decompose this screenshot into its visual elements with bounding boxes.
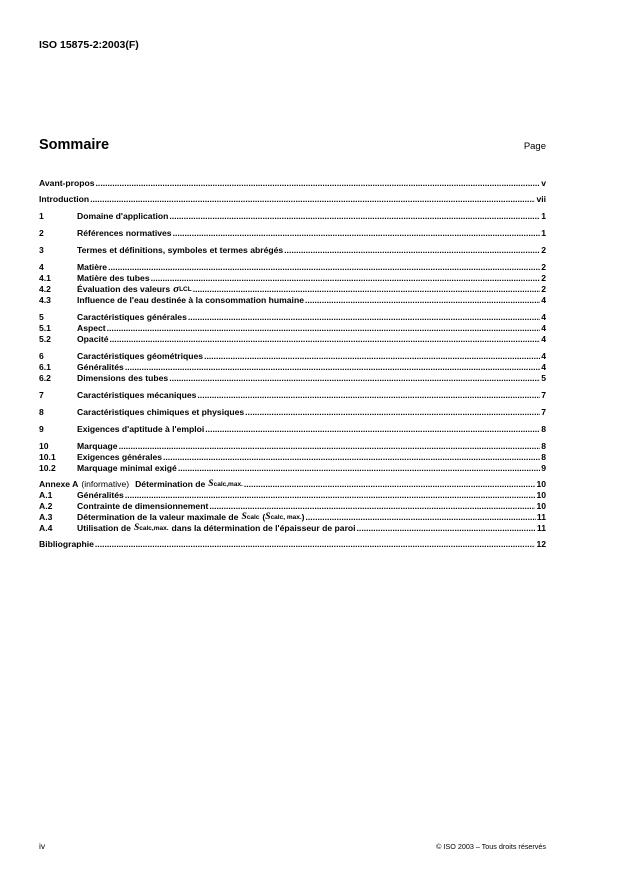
- toc-entry-number: 6: [39, 351, 44, 361]
- toc-entry[interactable]: [39, 245, 546, 256]
- leader-dots: [108, 262, 540, 273]
- toc-entry-number: 8: [39, 407, 44, 417]
- leader-dots: [95, 539, 536, 550]
- toc-entry-text: Termes et définitions, symboles et termes abrégés: [77, 245, 284, 255]
- toc-entry-page: 1: [541, 228, 546, 238]
- toc-entry-page: 1: [541, 211, 546, 221]
- toc-entry-number: 2: [39, 228, 44, 238]
- toc-entry-number: 6.1: [39, 362, 51, 372]
- toc-entry-page: 10: [536, 501, 546, 511]
- toc-entry[interactable]: [39, 539, 546, 550]
- toc-entry-text: Matière: [77, 262, 108, 272]
- toc-entry[interactable]: [39, 194, 546, 205]
- toc-title: Sommaire: [39, 137, 110, 153]
- toc-entry[interactable]: [39, 512, 546, 523]
- variable-symbol: S: [241, 512, 247, 522]
- toc-entry-number: A.2: [39, 501, 53, 511]
- toc-entry-number: 10.1: [39, 452, 56, 462]
- toc-entry[interactable]: [39, 312, 546, 323]
- toc-entry[interactable]: [39, 273, 546, 284]
- toc-entry-text: Avant-propos: [39, 178, 95, 188]
- toc-entry-number: A.1: [39, 490, 53, 500]
- toc-entry[interactable]: [39, 441, 546, 452]
- toc-entry[interactable]: [39, 334, 546, 345]
- leader-dots: [244, 479, 536, 490]
- leader-dots: [357, 523, 536, 534]
- toc-entry-number: 4.3: [39, 295, 51, 305]
- paren-open: (: [262, 512, 266, 522]
- toc-entry-page: 8: [541, 441, 546, 451]
- leader-dots: [205, 424, 540, 435]
- leader-dots: [107, 323, 541, 334]
- toc-entry-page: 2: [541, 262, 546, 272]
- toc-entry[interactable]: [39, 362, 546, 373]
- document-id: ISO 15875-2:2003(F): [39, 39, 139, 51]
- toc-entry-text: Exigences générales: [77, 452, 163, 462]
- toc-entry[interactable]: [39, 452, 546, 463]
- toc-entry-number: 10: [39, 441, 49, 451]
- toc-entry-text: Détermination de la valeur maximale de: [77, 512, 239, 522]
- leader-dots: [173, 228, 541, 239]
- sigma-symbol: σ: [173, 283, 180, 295]
- leader-dots: [188, 312, 540, 323]
- toc-entry-page: vii: [536, 194, 546, 204]
- leader-dots: [125, 362, 540, 373]
- leader-dots: [178, 463, 540, 474]
- leader-dots: [90, 194, 535, 205]
- leader-dots: [151, 273, 541, 284]
- toc-entry-text-prefix: Utilisation de: [77, 523, 131, 533]
- toc-entry-number: 5.2: [39, 334, 51, 344]
- toc-entry[interactable]: [39, 390, 546, 401]
- toc-entry-page: v: [541, 178, 546, 188]
- leader-dots: [284, 245, 540, 256]
- toc-entry-text: Introduction: [39, 194, 90, 204]
- toc-entry-page: 7: [541, 390, 546, 400]
- leader-dots: [125, 490, 536, 501]
- toc-entry-text: Caractéristiques chimiques et physiques: [77, 407, 245, 417]
- variable-subscript: calc,max.: [213, 481, 243, 488]
- leader-dots: [306, 512, 536, 523]
- leader-dots: [204, 351, 540, 362]
- toc-entry-text: Aspect: [77, 323, 106, 333]
- toc-entry[interactable]: [39, 228, 546, 239]
- toc-entry[interactable]: [39, 490, 546, 501]
- toc-entry[interactable]: [39, 424, 546, 435]
- toc-entry-page: 4: [541, 334, 546, 344]
- toc-entry-page: 5: [541, 373, 546, 383]
- toc-entry-number: A.4: [39, 523, 53, 533]
- toc-entry-number: 9: [39, 424, 44, 434]
- toc-entry-page: 8: [541, 424, 546, 434]
- leader-dots: [110, 334, 541, 345]
- toc-entry-page: 10: [536, 479, 546, 489]
- toc-entry-page: 7: [541, 407, 546, 417]
- toc-entry-page: 8: [541, 452, 546, 462]
- table-of-contents: [39, 178, 546, 550]
- toc-entry-text: Détermination de: [135, 479, 206, 489]
- leader-dots: [169, 373, 540, 384]
- toc-entry-text: Marquage minimal exigé: [77, 463, 177, 473]
- leader-dots: [305, 295, 540, 306]
- leader-dots: [163, 452, 540, 463]
- toc-entry[interactable]: [39, 407, 546, 418]
- toc-entry[interactable]: [39, 351, 546, 362]
- toc-entry-text: Caractéristiques générales: [77, 312, 187, 322]
- variable-symbol: S: [133, 523, 140, 533]
- annex-prefix: Annexe A: [39, 479, 79, 489]
- toc-entry-text: Opacité: [77, 334, 109, 344]
- paren-close: ): [301, 512, 305, 522]
- toc-entry-page: 9: [541, 463, 546, 473]
- annex-type: (informative): [81, 479, 130, 489]
- variable-subscript: calc: [246, 514, 260, 521]
- variable-subscript: calc, max.: [270, 514, 302, 521]
- leader-dots: [193, 284, 541, 295]
- toc-entry-text: Contrainte de dimensionnement: [77, 501, 209, 511]
- toc-entry-page: 4: [541, 362, 546, 372]
- toc-entry-number: 6.2: [39, 373, 51, 383]
- toc-entry-number: 4: [39, 262, 44, 272]
- toc-entry-text: Influence de l'eau destinée à la consommation humaine: [77, 295, 304, 305]
- toc-entry-number: 3: [39, 245, 44, 255]
- toc-entry-number: 4.1: [39, 273, 51, 283]
- toc-entry-text: Références normatives: [77, 228, 172, 238]
- toc-entry-page: 4: [541, 323, 546, 333]
- toc-entry-page: 12: [536, 539, 546, 549]
- toc-entry-number: 4.2: [39, 284, 51, 294]
- toc-entry-text: Matière des tubes: [77, 273, 150, 283]
- toc-entry[interactable]: [39, 284, 546, 295]
- variable-symbol: S: [208, 479, 214, 489]
- leader-dots: [197, 390, 540, 401]
- toc-entry-page: 2: [541, 245, 546, 255]
- toc-entry-number: 5.1: [39, 323, 51, 333]
- toc-entry-text: dans la détermination de l'épaisseur de paroi: [171, 523, 356, 533]
- toc-entry[interactable]: [39, 178, 546, 189]
- variable-subscript: calc,max.: [139, 525, 169, 532]
- footer-copyright: © ISO 2003 – Tous droits réservés: [436, 842, 546, 851]
- toc-entry-text: Dimensions des tubes: [77, 373, 169, 383]
- toc-entry[interactable]: [39, 373, 546, 384]
- toc-entry-annex[interactable]: [39, 479, 546, 490]
- leader-dots: [96, 178, 541, 189]
- leader-dots: [169, 211, 540, 222]
- toc-entry-page: 2: [541, 273, 546, 283]
- toc-entry-page: 10: [536, 490, 546, 500]
- toc-entry-page: 11: [536, 512, 546, 522]
- variable-symbol: S: [265, 512, 271, 522]
- toc-entry-page: 2: [541, 284, 546, 294]
- toc-entry-text: Marquage: [77, 441, 118, 451]
- leader-dots: [209, 501, 535, 512]
- toc-entry-text: Généralités: [77, 490, 124, 500]
- toc-entry[interactable]: [39, 501, 546, 512]
- toc-entry[interactable]: [39, 295, 546, 306]
- toc-entry-text: Bibliographie: [39, 539, 94, 549]
- toc-entry-page: 11: [536, 523, 546, 533]
- toc-entry-number: 10.2: [39, 463, 56, 473]
- toc-entry-text: Généralités: [77, 362, 124, 372]
- toc-entry-page: 4: [541, 295, 546, 305]
- toc-entry-text: Exigences d'aptitude à l'emploi: [77, 424, 205, 434]
- toc-entry[interactable]: [39, 323, 546, 334]
- toc-entry-text: Caractéristiques mécaniques: [77, 390, 197, 400]
- toc-entry[interactable]: [39, 211, 546, 222]
- toc-entry-page: 4: [541, 312, 546, 322]
- toc-entry-number: 5: [39, 312, 44, 322]
- leader-dots: [245, 407, 540, 418]
- toc-entry[interactable]: [39, 523, 546, 534]
- toc-entry-text: Caractéristiques géométriques: [77, 351, 204, 361]
- toc-entry-number: 7: [39, 390, 44, 400]
- page-column-label: Page: [523, 141, 546, 152]
- leader-dots: [119, 441, 541, 452]
- footer-page-number: iv: [39, 841, 46, 851]
- toc-entry[interactable]: [39, 463, 546, 474]
- toc-entry-number: A.3: [39, 512, 53, 522]
- toc-entry-text: Évaluation des valeurs: [77, 284, 171, 294]
- toc-entry-text: Domaine d'application: [77, 211, 169, 221]
- toc-entry-page: 4: [541, 351, 546, 361]
- toc-entry[interactable]: [39, 262, 546, 273]
- toc-entry-number: 1: [39, 211, 44, 221]
- sigma-subscript: LCL: [179, 286, 192, 293]
